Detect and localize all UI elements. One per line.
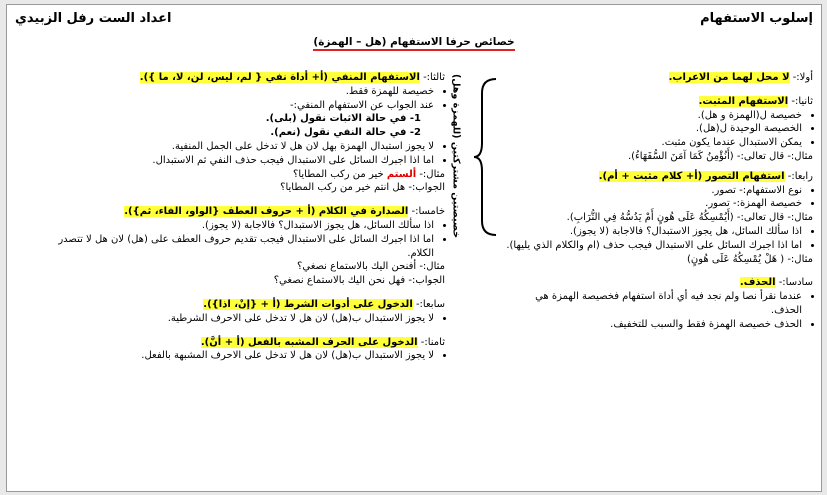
section-5-example: مثال:- أفنحن اليك بالاستماع نصغي؟ bbox=[297, 261, 445, 273]
section-4-heading: رابعا:- استفهام التصور (أ+ كلام مثبت + أم). bbox=[598, 170, 813, 182]
section-5-heading: خامسا:- الصدارة في الكلام (أ + حروف العطف {الواو، الفاء، ثم}). bbox=[124, 206, 445, 218]
section-3-case-2: 2- في حالة النفي نقول (نعم). bbox=[270, 127, 421, 139]
section-8-heading: ثامنا:- الدخول على الحرف المشبه بالفعل (أ + أنَّ). bbox=[200, 336, 445, 348]
list-item: • لا يجوز الاستبدال ب(هل) لان هل لا تدخل على الاحرف المشبهة بالفعل. bbox=[17, 349, 434, 363]
worksheet-page bbox=[6, 4, 822, 492]
list-item: • عندما نقرأ نصا ولم نجد فيه أي أداة استفهام فخصيصة الهمزة هي الحذف. bbox=[502, 290, 802, 318]
brace-label: خصيصتين مشتركتين (للهمزة وهل) bbox=[450, 73, 462, 239]
section-3-list bbox=[17, 85, 445, 113]
left-column bbox=[17, 71, 445, 363]
page-subtitle: خصائص حرفا الاستفهام (هل – الهمزة) bbox=[7, 36, 821, 48]
section-1: أولا:- لا محل لهما من الاعراب. bbox=[668, 72, 813, 83]
section-6-list bbox=[473, 290, 813, 331]
section-2-heading: ثانيا:- الاستفهام المثبت. bbox=[698, 95, 813, 107]
right-column bbox=[473, 71, 813, 332]
list-item: • يمكن الاستبدال عندما يكون مثبت. bbox=[473, 136, 802, 150]
section-5-list bbox=[17, 219, 445, 260]
list-item: • اما اذا اجبرك السائل على الاستبدال فيجب حذف (ام والكلام الذي يليها). bbox=[502, 239, 802, 253]
section-3-case-1: 1- في حالة الاثبات نقول (بلى). bbox=[265, 113, 421, 125]
list-item: • اما اذا اجبرك السائل على الاستبدال فيجب حذف النفي ثم الاستبدال. bbox=[17, 154, 434, 168]
section-6-heading: سادسا:- الحذف. bbox=[739, 277, 813, 289]
list-item: • اما اذا اجبرك السائل على الاستبدال فيجب تقديم حروف العطف على (هل) لان هل لا تتصدر الكلام. bbox=[39, 233, 434, 261]
list-item: • خصيصة ل(الهمزة و هل). bbox=[473, 109, 802, 123]
section-5-answer: الجواب:- فهل نحن اليك بالاستماع نصغي؟ bbox=[273, 275, 445, 287]
author-credit: اعداد الست رفل الزبيدي bbox=[15, 11, 172, 26]
list-item: • اذا سألك السائل، هل يجوز الاستبدال؟ فالاجابة (لا يجوز). bbox=[17, 219, 434, 233]
list-item: • الحذف خصيصة الهمزة فقط والسبب للتخفيف. bbox=[473, 318, 802, 332]
section-4-list-2 bbox=[473, 225, 813, 253]
section-4-example-2: مثال:- ( هَلْ يُمْسِكُهُ عَلَى هُونٍ) bbox=[687, 253, 813, 265]
section-2-example: مثال:- قال تعالى:- (أَنُؤْمِنُ كَمَا آمَنَ السُّفَهَاءُ). bbox=[627, 150, 813, 162]
section-7-heading: سابعا:- الدخول على أدوات الشرط (أ + {إنْ، اذا}). bbox=[203, 298, 445, 310]
list-item: • عند الجواب عن الاستفهام المنفي:- bbox=[17, 99, 434, 113]
section-4-example: مثال:- قال تعالى:- (أَيُمْسِكُهُ عَلَى هُونٍ أَمْ يَدُسُّهُ فِي التُّرَابِ). bbox=[566, 212, 813, 224]
list-item: • نوع الاستفهام:- تصور. bbox=[473, 184, 802, 198]
section-3-list-2 bbox=[17, 140, 445, 168]
section-3-heading: ثالثا:- الاستفهام المنفي (أ+ أداة نفي { لم، ليس، لن، لا، ما }). bbox=[139, 72, 445, 83]
list-item: • خصيصة للهمزة فقط. bbox=[17, 85, 434, 99]
list-item: • الخصيصة الوحيدة ل(هل). bbox=[473, 122, 802, 136]
section-7-list bbox=[17, 312, 445, 326]
list-item: • لا يجوز استبدال الهمزة بهل لان هل لا تدخل على الجمل المنفية. bbox=[17, 140, 434, 154]
section-3-example: مثال:- ألستم خير من ركب المطايا؟ bbox=[293, 168, 445, 180]
section-2-list bbox=[473, 109, 813, 150]
section-8-list bbox=[17, 349, 445, 363]
list-item: • خصيصة الهمزة:- تصور. bbox=[473, 197, 802, 211]
section-4-list bbox=[473, 184, 813, 212]
worksheet-title: إسلوب الاستفهام bbox=[700, 11, 813, 26]
section-3-answer: الجواب:- هل انتم خير من ركب المطايا؟ bbox=[280, 182, 445, 194]
list-item: • لا يجوز الاستبدال ب(هل) لان هل لا تدخل على الاحرف الشرطية. bbox=[17, 312, 434, 326]
list-item: • اذا سألك السائل، هل يجوز الاستبدال؟ فالاجابة (لا يجوز). bbox=[502, 225, 802, 239]
curly-brace-icon bbox=[472, 77, 502, 237]
